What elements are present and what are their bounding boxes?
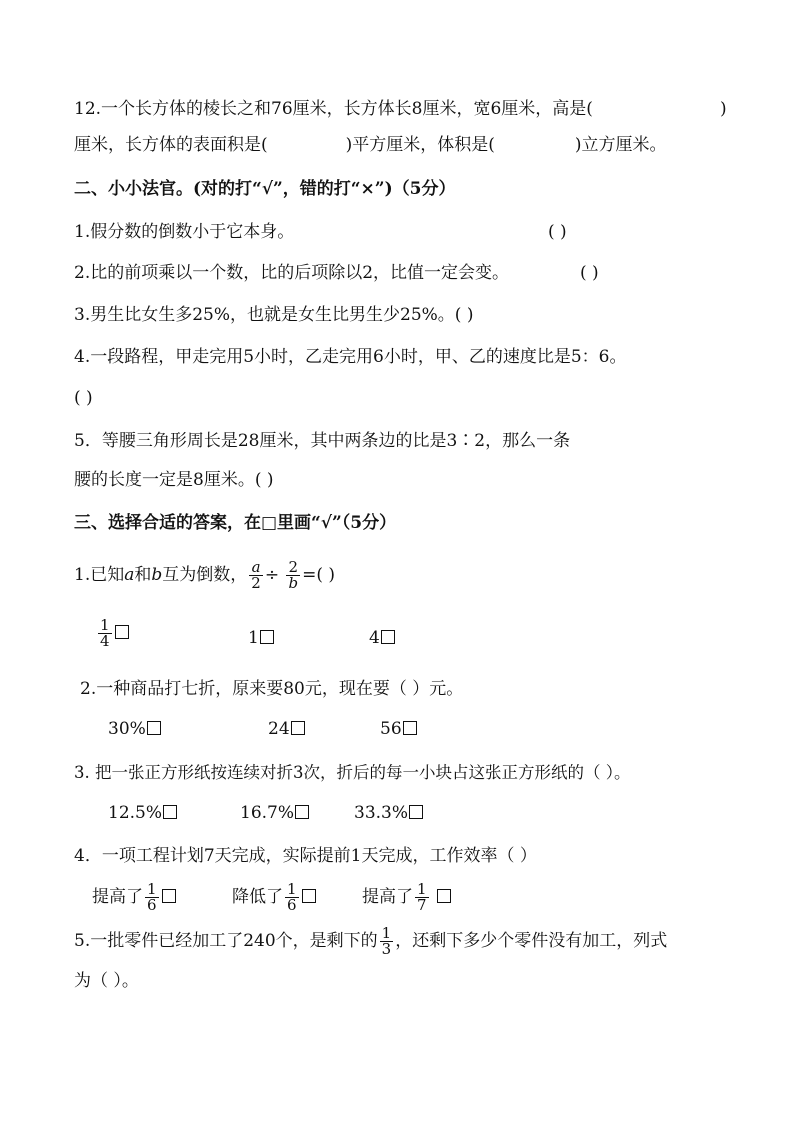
s3-q1 — [74, 560, 335, 591]
s3-q4: 4．一项工程计划7天完成，实际提前1天完成，工作效率（ ） — [74, 846, 537, 866]
divide-sign: ÷ — [264, 565, 280, 585]
checkbox-2[interactable] — [260, 630, 274, 644]
s3-q2-option-3 — [380, 718, 417, 740]
s2-item-4-text: 4.一段路程，甲走完用5小时，乙走完用6小时，甲、乙的速度比是5：6。 — [74, 347, 627, 367]
frac-num: 1 — [381, 924, 392, 942]
option-label: 16.7% — [240, 803, 295, 823]
s2-item-3-text: 3.男生比女生多25%，也就是女生比男生少25%。( ) — [74, 305, 474, 325]
fraction-1-over-3 — [380, 926, 394, 957]
s2-item-5-text: 5．等腰三角形周长是28厘米，其中两条边的比是3∶2，那么一条 — [74, 431, 571, 451]
s3-q1-mid: 和 — [134, 565, 152, 585]
s2-item-2-paren[interactable]: ( ) — [580, 263, 599, 283]
s3-q1-prefix: 1.已知 — [74, 565, 125, 585]
frac-den: 6 — [147, 896, 157, 914]
s2-item-5-cont: 腰的长度一定是8厘米。( ) — [74, 470, 274, 490]
section3-title: 三、选择合适的答案，在□里画“√”（5分） — [74, 513, 397, 533]
checkbox-2[interactable] — [295, 805, 309, 819]
option-label: 56 — [380, 719, 402, 739]
s3-q2-option-1 — [108, 718, 161, 740]
frac-num: 1 — [417, 880, 427, 898]
frac-den: 2 — [251, 574, 261, 592]
fraction-1-over-6 — [145, 882, 159, 913]
frac-num: 1 — [147, 880, 157, 898]
s3-q4-option-1 — [92, 882, 176, 913]
s3-q2: 2.一种商品打七折，原来要80元，现在要（ ）元。 — [80, 679, 464, 699]
s3-q3-option-3 — [354, 802, 423, 824]
option-label: 33.3% — [354, 803, 409, 823]
frac-den: 3 — [381, 940, 392, 958]
q12-line1 — [74, 98, 593, 120]
s3-q3-option-1 — [108, 802, 177, 824]
checkbox-3[interactable] — [403, 721, 417, 735]
frac-num: a — [251, 558, 261, 576]
s3-q5-answer[interactable]: 为（ ）。 — [74, 971, 139, 991]
s2-item-1 — [74, 221, 294, 243]
checkbox-1[interactable] — [162, 889, 176, 903]
checkbox-1[interactable] — [115, 625, 129, 639]
q12-line2 — [74, 134, 667, 156]
option-label: 提高了 — [92, 887, 143, 907]
s3-q1-option-2 — [248, 627, 274, 649]
checkbox-2[interactable] — [291, 721, 305, 735]
q12-text-c: )立方厘米。 — [574, 135, 667, 155]
q12-text-b: )平方厘米，体积是( — [345, 135, 495, 155]
s3-q5-text-b: ，还剩下多少个零件没有加工，列式 — [395, 931, 668, 951]
s2-item-4-paren[interactable]: ( ) — [74, 388, 93, 408]
s3-q5 — [74, 926, 667, 957]
q12-close-paren: ) — [720, 99, 727, 119]
s2-item-3 — [74, 304, 473, 326]
fraction-2-over-b — [286, 560, 300, 591]
q12-text-a: 厘米，长方体的表面积是( — [74, 135, 268, 155]
s3-q4-option-3 — [362, 882, 451, 913]
frac-den: 7 — [417, 896, 427, 914]
frac-num: 1 — [287, 880, 297, 898]
checkbox-3[interactable] — [409, 805, 423, 819]
option-label: 12.5% — [108, 803, 163, 823]
checkbox-2[interactable] — [302, 889, 316, 903]
checkbox-1[interactable] — [147, 721, 161, 735]
q12-text: 12.一个长方体的棱长之和76厘米，长方体长8厘米，宽6厘米，高是( — [74, 99, 593, 119]
s3-q1-option-1 — [96, 618, 129, 649]
s2-item-4 — [74, 346, 626, 368]
s3-q2-option-2 — [268, 718, 305, 740]
var-b: b — [151, 565, 163, 585]
checkbox-1[interactable] — [163, 805, 177, 819]
s3-q1-answer[interactable]: =( ) — [302, 565, 335, 585]
s2-item-2-text: 2.比的前项乘以一个数，比的后项除以2，比值一定会变。 — [74, 263, 510, 283]
option-label: 4 — [369, 628, 380, 648]
option-label: 降低了 — [232, 887, 283, 907]
checkbox-3[interactable] — [437, 889, 451, 903]
section2-title: 二、小小法官。(对的打“√”，错的打“×”)（5分） — [74, 179, 456, 199]
fraction-1-over-6 — [285, 882, 299, 913]
s3-q1-suffix: 互为倒数， — [162, 565, 248, 585]
s2-item-2 — [74, 262, 509, 284]
frac-num: 2 — [288, 558, 299, 576]
fraction-1-over-7 — [415, 882, 429, 913]
option-label: 30% — [108, 719, 146, 739]
s3-q3: 3. 把一张正方形纸按连续对折3次，折后的每一小块占这张正方形纸的（ ）。 — [74, 763, 631, 782]
s2-item-5 — [74, 430, 570, 452]
fraction-1-over-4 — [98, 618, 112, 649]
s2-item-1-text: 1.假分数的倒数小于它本身。 — [74, 222, 295, 242]
frac-den: 4 — [100, 632, 110, 650]
option-label: 24 — [268, 719, 290, 739]
frac-num: 1 — [100, 616, 110, 634]
s3-q4-option-2 — [232, 882, 316, 913]
frac-den: b — [288, 574, 299, 592]
s3-q5-text-a: 5.一批零件已经加工了240个，是剩下的 — [74, 931, 378, 951]
s3-q1-option-3 — [369, 627, 395, 649]
s2-item-1-paren[interactable]: ( ) — [548, 222, 567, 242]
frac-den: 6 — [287, 896, 297, 914]
option-label: 1 — [248, 628, 259, 648]
s3-q3-option-2 — [240, 802, 309, 824]
fraction-a-over-2 — [249, 560, 263, 591]
checkbox-3[interactable] — [381, 630, 395, 644]
var-a: a — [124, 565, 135, 585]
option-label: 提高了 — [362, 887, 413, 907]
